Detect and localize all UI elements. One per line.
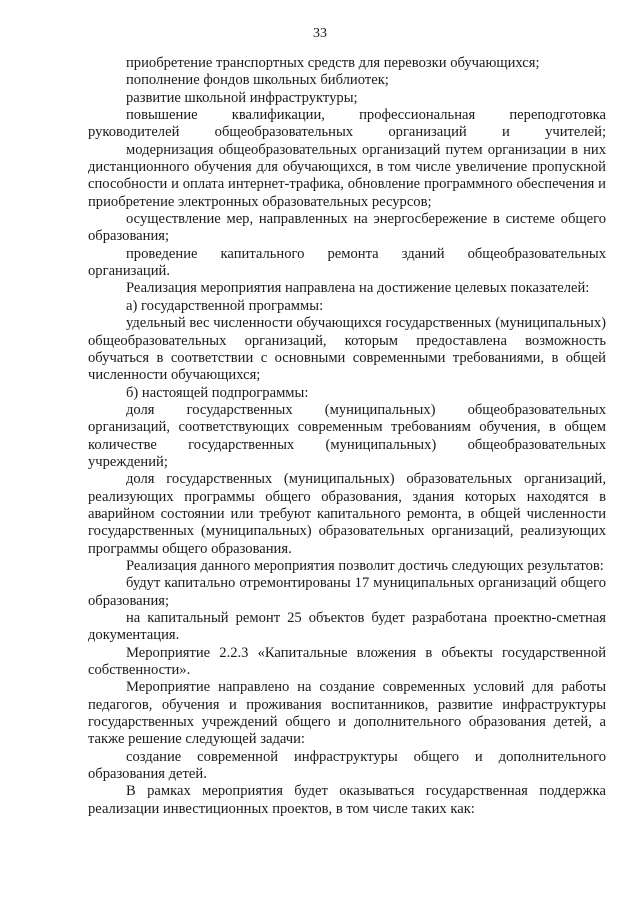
paragraph: приобретение транспортных средств для перевозки обучающихся; — [126, 55, 540, 71]
page-number: 33 — [313, 26, 327, 41]
paragraph: осуществление мер, направленных на энергосбережение в системе общего образования; — [88, 211, 606, 245]
paragraph: а) государственной программы: — [126, 297, 324, 314]
paragraph: будут капитально отремонтированы 17 муниципальных организаций общего образования; — [88, 575, 606, 609]
paragraph: создание современной инфраструктуры общего и дополнительного образования детей. — [88, 748, 606, 783]
paragraph: Реализация мероприятия направлена на достижение целевых показателей: — [126, 280, 590, 297]
paragraph: б) настоящей подпрограммы: — [126, 384, 309, 401]
paragraph: развитие школьной инфраструктуры; — [126, 89, 358, 106]
paragraph: пополнение фондов школьных библиотек; — [126, 72, 389, 89]
paragraph: Реализация данного мероприятия позволит достичь следующих результатов: — [126, 557, 604, 574]
paragraph: Мероприятие 2.2.3 «Капитальные вложения в объекты государственной собственности». — [88, 644, 606, 679]
paragraph: повышение квалификации, профессиональная переподготовка руководителей общеобразовательных организаций и учителей; — [88, 107, 606, 141]
paragraph: Мероприятие направлено на создание современных условий для работы педагогов, обучения и проживания воспитанников, развитие инфраструктуры государственных учреждений общего и дополнительного образования детей, а также решение следующей задачи: — [88, 679, 606, 748]
document-body — [88, 55, 606, 818]
paragraph: проведение капитального ремонта зданий общеобразовательных организаций. — [88, 245, 606, 280]
paragraph: на капитальный ремонт 25 объектов будет разработана проектно-сметная документация. — [88, 610, 606, 644]
paragraph: модернизация общеобразовательных организаций путем организации в них дистанционного обучения для обучающихся, в том числе увеличение пропускной способности и оплата интернет-трафика, обновление программного обеспечения и приобретение электронных образовательных ресурсов; — [88, 141, 606, 210]
paragraph: удельный вес численности обучающихся государственных (муниципальных) общеобразовательных организаций, которым предоставлена возможность обучаться в соответствии с основными современными требованиями, в общей численности обучающихся; — [88, 315, 606, 384]
paragraph: В рамках мероприятия будет оказываться государственная поддержка реализации инвестиционных проектов, в том числе таких как: — [88, 783, 606, 817]
paragraph: доля государственных (муниципальных) образовательных организаций, реализующих программы общего образования, здания которых находятся в аварийном состоянии или требуют капитального ремонта, в общей численности государственных (муниципальных) образовательных организаций, реализующих программы общего образования. — [88, 471, 606, 557]
paragraph: доля государственных (муниципальных) общеобразовательных организаций, соответствующих современным требованиям обучения, в общем количестве государственных (муниципальных) общеобразовательных учреждений; — [88, 401, 606, 470]
